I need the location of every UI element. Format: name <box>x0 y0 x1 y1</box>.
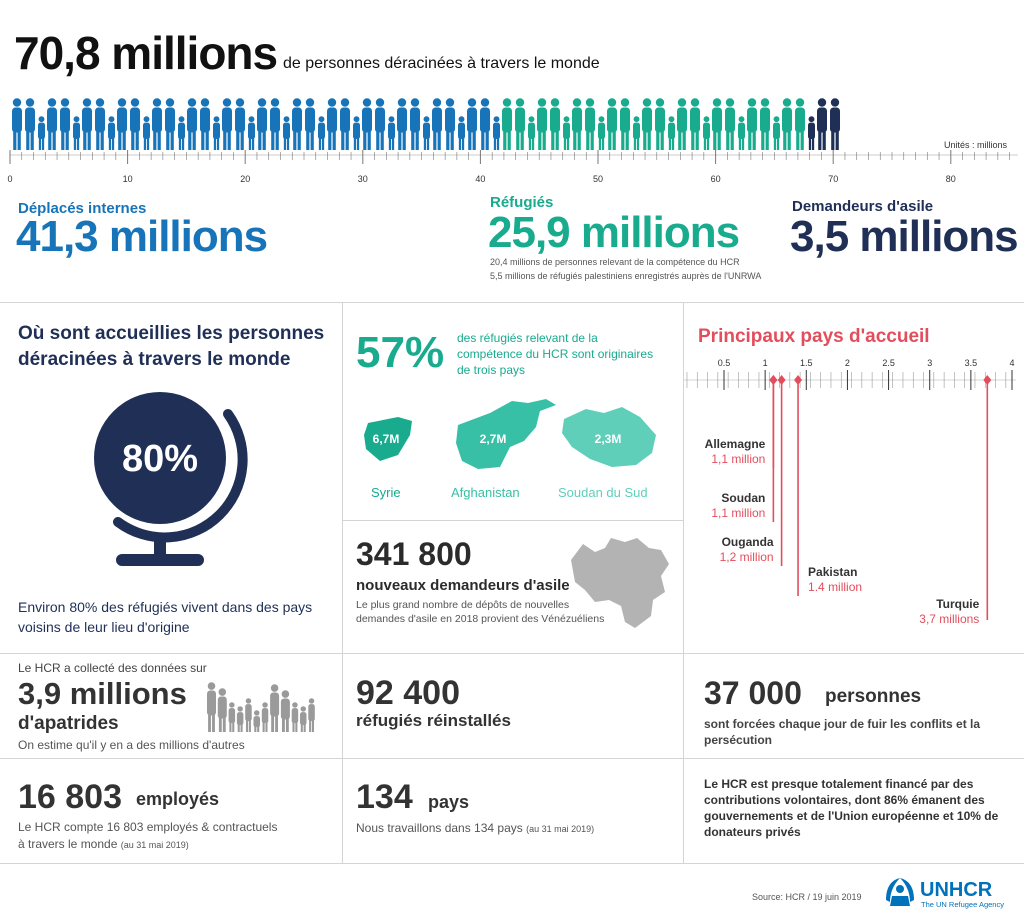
axis-label: 10 <box>122 174 133 184</box>
person-icon <box>340 98 350 150</box>
syria-value: 6,7M <box>372 432 400 446</box>
person-icon <box>410 98 420 150</box>
chart-value-label: 3,7 millions <box>919 612 980 626</box>
person-icon <box>222 98 232 150</box>
person-icon <box>47 98 57 150</box>
person-icon <box>808 116 815 150</box>
person-icon <box>270 684 279 732</box>
employees-text: Le HCR compte 16 803 employés & contractuels <box>18 820 278 834</box>
person-icon <box>445 98 455 150</box>
stateless-number: 3,9 millions <box>18 676 187 711</box>
new-asylum-number: 341 800 <box>356 536 472 572</box>
person-icon <box>550 98 560 150</box>
person-icon <box>178 116 185 150</box>
chart-tick-label: 0.5 <box>717 358 731 368</box>
chart-marker <box>769 375 777 385</box>
person-icon <box>598 116 605 150</box>
person-icon <box>760 98 770 150</box>
person-icon <box>642 98 652 150</box>
person-icon <box>308 698 315 732</box>
employees-number: 16 803 <box>18 778 122 816</box>
person-icon <box>773 116 780 150</box>
refugees-value: 25,9 millions <box>488 208 740 257</box>
person-icon <box>245 698 252 732</box>
chart-value-label: 1,1 million <box>711 506 766 520</box>
units-label: Unités : millions <box>944 140 1008 150</box>
person-icon <box>528 116 535 150</box>
origins-text: des réfugiés relevant de la compétence du HCR sont originaires de trois pays <box>457 331 654 377</box>
venezuela-map-icon <box>565 530 675 634</box>
person-icon <box>712 98 722 150</box>
asylum-label: Demandeurs d'asile <box>792 198 934 215</box>
refugees-note-unrwa: 5,5 millions de réfugiés palestiniens enregistrés auprès de l'UNRWA <box>490 271 762 281</box>
scale-axis <box>7 150 1018 190</box>
divider <box>342 520 683 521</box>
new-asylum-text: Le plus grand nombre de dépôts de nouvelles demandes d'asile en 2018 provient des Vénézuéliens <box>356 599 605 625</box>
person-icon <box>668 116 675 150</box>
person-icon <box>572 98 582 150</box>
countries-date: (au 31 mai 2019) <box>526 824 595 834</box>
person-icon <box>262 702 269 732</box>
person-icon <box>537 98 547 150</box>
chart-category-label: Turquie <box>936 597 980 611</box>
person-icon <box>493 116 500 150</box>
globe-percent: 80% <box>121 438 199 480</box>
people-silhouettes <box>8 92 850 150</box>
stateless-intro: Le HCR a collecté des données sur <box>18 661 207 675</box>
hosting-title: Où sont accueillies les personnes déracinées à travers le monde <box>18 323 325 370</box>
resettled-label: réfugiés réinstallés <box>356 711 511 730</box>
chart-tick-label: 2.5 <box>882 358 895 368</box>
person-icon <box>318 116 325 150</box>
divider <box>342 302 343 863</box>
hosting-text: Environ 80% des réfugiés vivent dans des pays voisins de leur lieu d'origine <box>18 599 313 635</box>
person-icon <box>143 116 150 150</box>
chart-tick-label: 1 <box>762 358 768 368</box>
person-icon <box>281 690 290 732</box>
fleeing-number: 37 000 <box>704 675 802 711</box>
axis-label: 30 <box>357 174 368 184</box>
idp-label: Déplacés internes <box>18 200 147 217</box>
chart-marker <box>794 375 802 385</box>
employees-unit: employés <box>136 789 220 809</box>
person-icon <box>305 98 315 150</box>
person-icon <box>817 98 827 150</box>
unhcr-logo[interactable] <box>884 876 1014 910</box>
resettled-number: 92 400 <box>356 674 460 712</box>
new-asylum-title: nouveaux demandeurs d'asile <box>356 577 570 594</box>
chart-category-label: Ouganda <box>721 535 774 549</box>
person-icon <box>218 688 227 732</box>
asylum-value: 3,5 millions <box>790 212 1018 261</box>
stateless-people-icon <box>205 680 335 732</box>
person-icon <box>502 98 512 150</box>
person-icon <box>229 702 236 732</box>
country-afghanistan: Afghanistan <box>451 485 520 500</box>
person-icon <box>607 98 617 150</box>
person-icon <box>152 98 162 150</box>
person-icon <box>257 98 267 150</box>
person-icon <box>300 706 307 732</box>
person-icon <box>82 98 92 150</box>
person-icon <box>117 98 127 150</box>
person-icon <box>620 98 630 150</box>
person-icon <box>563 116 570 150</box>
chart-value-label: 1,1 million <box>711 452 766 466</box>
origin-country-maps <box>350 395 670 475</box>
person-icon <box>703 116 710 150</box>
chart-value-label: 1,2 million <box>719 550 774 564</box>
countries-text: Nous travaillons dans 134 pays <box>356 821 527 835</box>
person-icon <box>165 98 175 150</box>
person-icon <box>283 116 290 150</box>
person-icon <box>248 116 255 150</box>
person-icon <box>213 116 220 150</box>
chart-category-label: Allemagne <box>704 437 766 451</box>
headline-number: 70,8 millions <box>14 27 278 79</box>
person-icon <box>73 116 80 150</box>
chart-tick-label: 3 <box>927 358 933 368</box>
axis-label: 80 <box>945 174 956 184</box>
stateless-note: On estime qu'il y en a des millions d'autres <box>18 738 245 752</box>
person-icon <box>108 116 115 150</box>
source-note: Source: HCR / 19 juin 2019 <box>752 892 862 902</box>
chart-value-label: 1.4 million <box>808 580 863 594</box>
axis-label: 60 <box>710 174 721 184</box>
axis-label: 40 <box>475 174 486 184</box>
chart-tick-label: 1.5 <box>800 358 813 368</box>
headline-subtitle: de personnes déracinées à travers le monde <box>283 55 600 72</box>
country-syria: Syrie <box>371 485 401 500</box>
refugees-label: Réfugiés <box>490 194 554 211</box>
chart-tick-label: 2 <box>844 358 850 368</box>
person-icon <box>515 98 525 150</box>
stateless-label: d'apatrides <box>18 713 119 734</box>
chart-tick-label: 4 <box>1009 358 1015 368</box>
chart-marker <box>778 375 786 385</box>
funding-text: Le HCR est presque totalement financé par des contributions volontaires, dont 86% émanent des gouvernements et de l'Union européenne et 10% de donateurs privés <box>704 777 999 839</box>
chart-category-label: Pakistan <box>808 565 858 579</box>
countries-number: 134 <box>356 778 413 816</box>
employees-date: (au 31 mai 2019) <box>120 840 189 850</box>
countries-text-line <box>356 821 594 835</box>
person-icon <box>254 710 261 732</box>
person-icon <box>207 682 216 732</box>
person-icon <box>292 98 302 150</box>
unhcr-logo-text: UNHCR <box>920 879 993 901</box>
person-icon <box>725 98 735 150</box>
person-icon <box>480 98 490 150</box>
person-icon <box>38 116 45 150</box>
unhcr-logo-tagline: The UN Refugee Agency <box>921 900 1004 909</box>
refugees-note-hcr: 20,4 millions de personnes relevant de la compétence du HCR <box>490 257 740 267</box>
person-icon <box>782 98 792 150</box>
person-icon <box>423 116 430 150</box>
chart-marker <box>983 375 991 385</box>
axis-label: 0 <box>7 174 13 184</box>
person-icon <box>747 98 757 150</box>
person-icon <box>60 98 70 150</box>
idp-value: 41,3 millions <box>16 212 268 261</box>
divider <box>0 758 1024 759</box>
person-icon <box>12 98 22 150</box>
person-icon <box>187 98 197 150</box>
person-icon <box>585 98 595 150</box>
person-icon <box>690 98 700 150</box>
axis-label: 70 <box>828 174 839 184</box>
person-icon <box>270 98 280 150</box>
employees-text-line2 <box>18 837 189 851</box>
afghanistan-value: 2,7M <box>479 432 507 446</box>
person-icon <box>235 98 245 150</box>
chart-tick-label: 3.5 <box>964 358 978 368</box>
fleeing-unit: personnes <box>825 686 922 707</box>
person-icon <box>458 116 465 150</box>
person-icon <box>130 98 140 150</box>
divider <box>0 302 1024 303</box>
axis-label: 50 <box>592 174 604 184</box>
chart-category-label: Soudan <box>721 491 766 505</box>
host-countries-title: Principaux pays d'accueil <box>698 326 930 347</box>
unhcr-emblem-icon <box>886 878 914 906</box>
origins-percent: 57% <box>356 328 445 377</box>
person-icon <box>25 98 35 150</box>
person-icon <box>432 98 442 150</box>
person-icon <box>200 98 210 150</box>
host-countries-chart <box>680 350 1020 640</box>
divider <box>0 653 1024 654</box>
globe-icon <box>80 384 240 580</box>
person-icon <box>655 98 665 150</box>
person-icon <box>677 98 687 150</box>
person-icon <box>738 116 745 150</box>
fleeing-text: sont forcées chaque jour de fuir les conflits et la persécution <box>704 717 981 747</box>
person-icon <box>388 116 395 150</box>
person-icon <box>237 706 244 732</box>
person-icon <box>362 98 372 150</box>
person-icon <box>327 98 337 150</box>
divider <box>0 863 1024 864</box>
person-icon <box>795 98 805 150</box>
person-icon <box>292 702 299 732</box>
south-sudan-value: 2,3M <box>594 432 622 446</box>
person-icon <box>353 116 360 150</box>
person-icon <box>467 98 477 150</box>
axis-label: 20 <box>240 174 251 184</box>
person-icon <box>830 98 840 150</box>
person-icon <box>375 98 385 150</box>
person-icon <box>95 98 105 150</box>
person-icon <box>633 116 640 150</box>
country-south-sudan: Soudan du Sud <box>558 485 648 500</box>
person-icon <box>397 98 407 150</box>
countries-unit: pays <box>428 792 470 812</box>
employees-text-world: à travers le monde <box>18 837 121 851</box>
